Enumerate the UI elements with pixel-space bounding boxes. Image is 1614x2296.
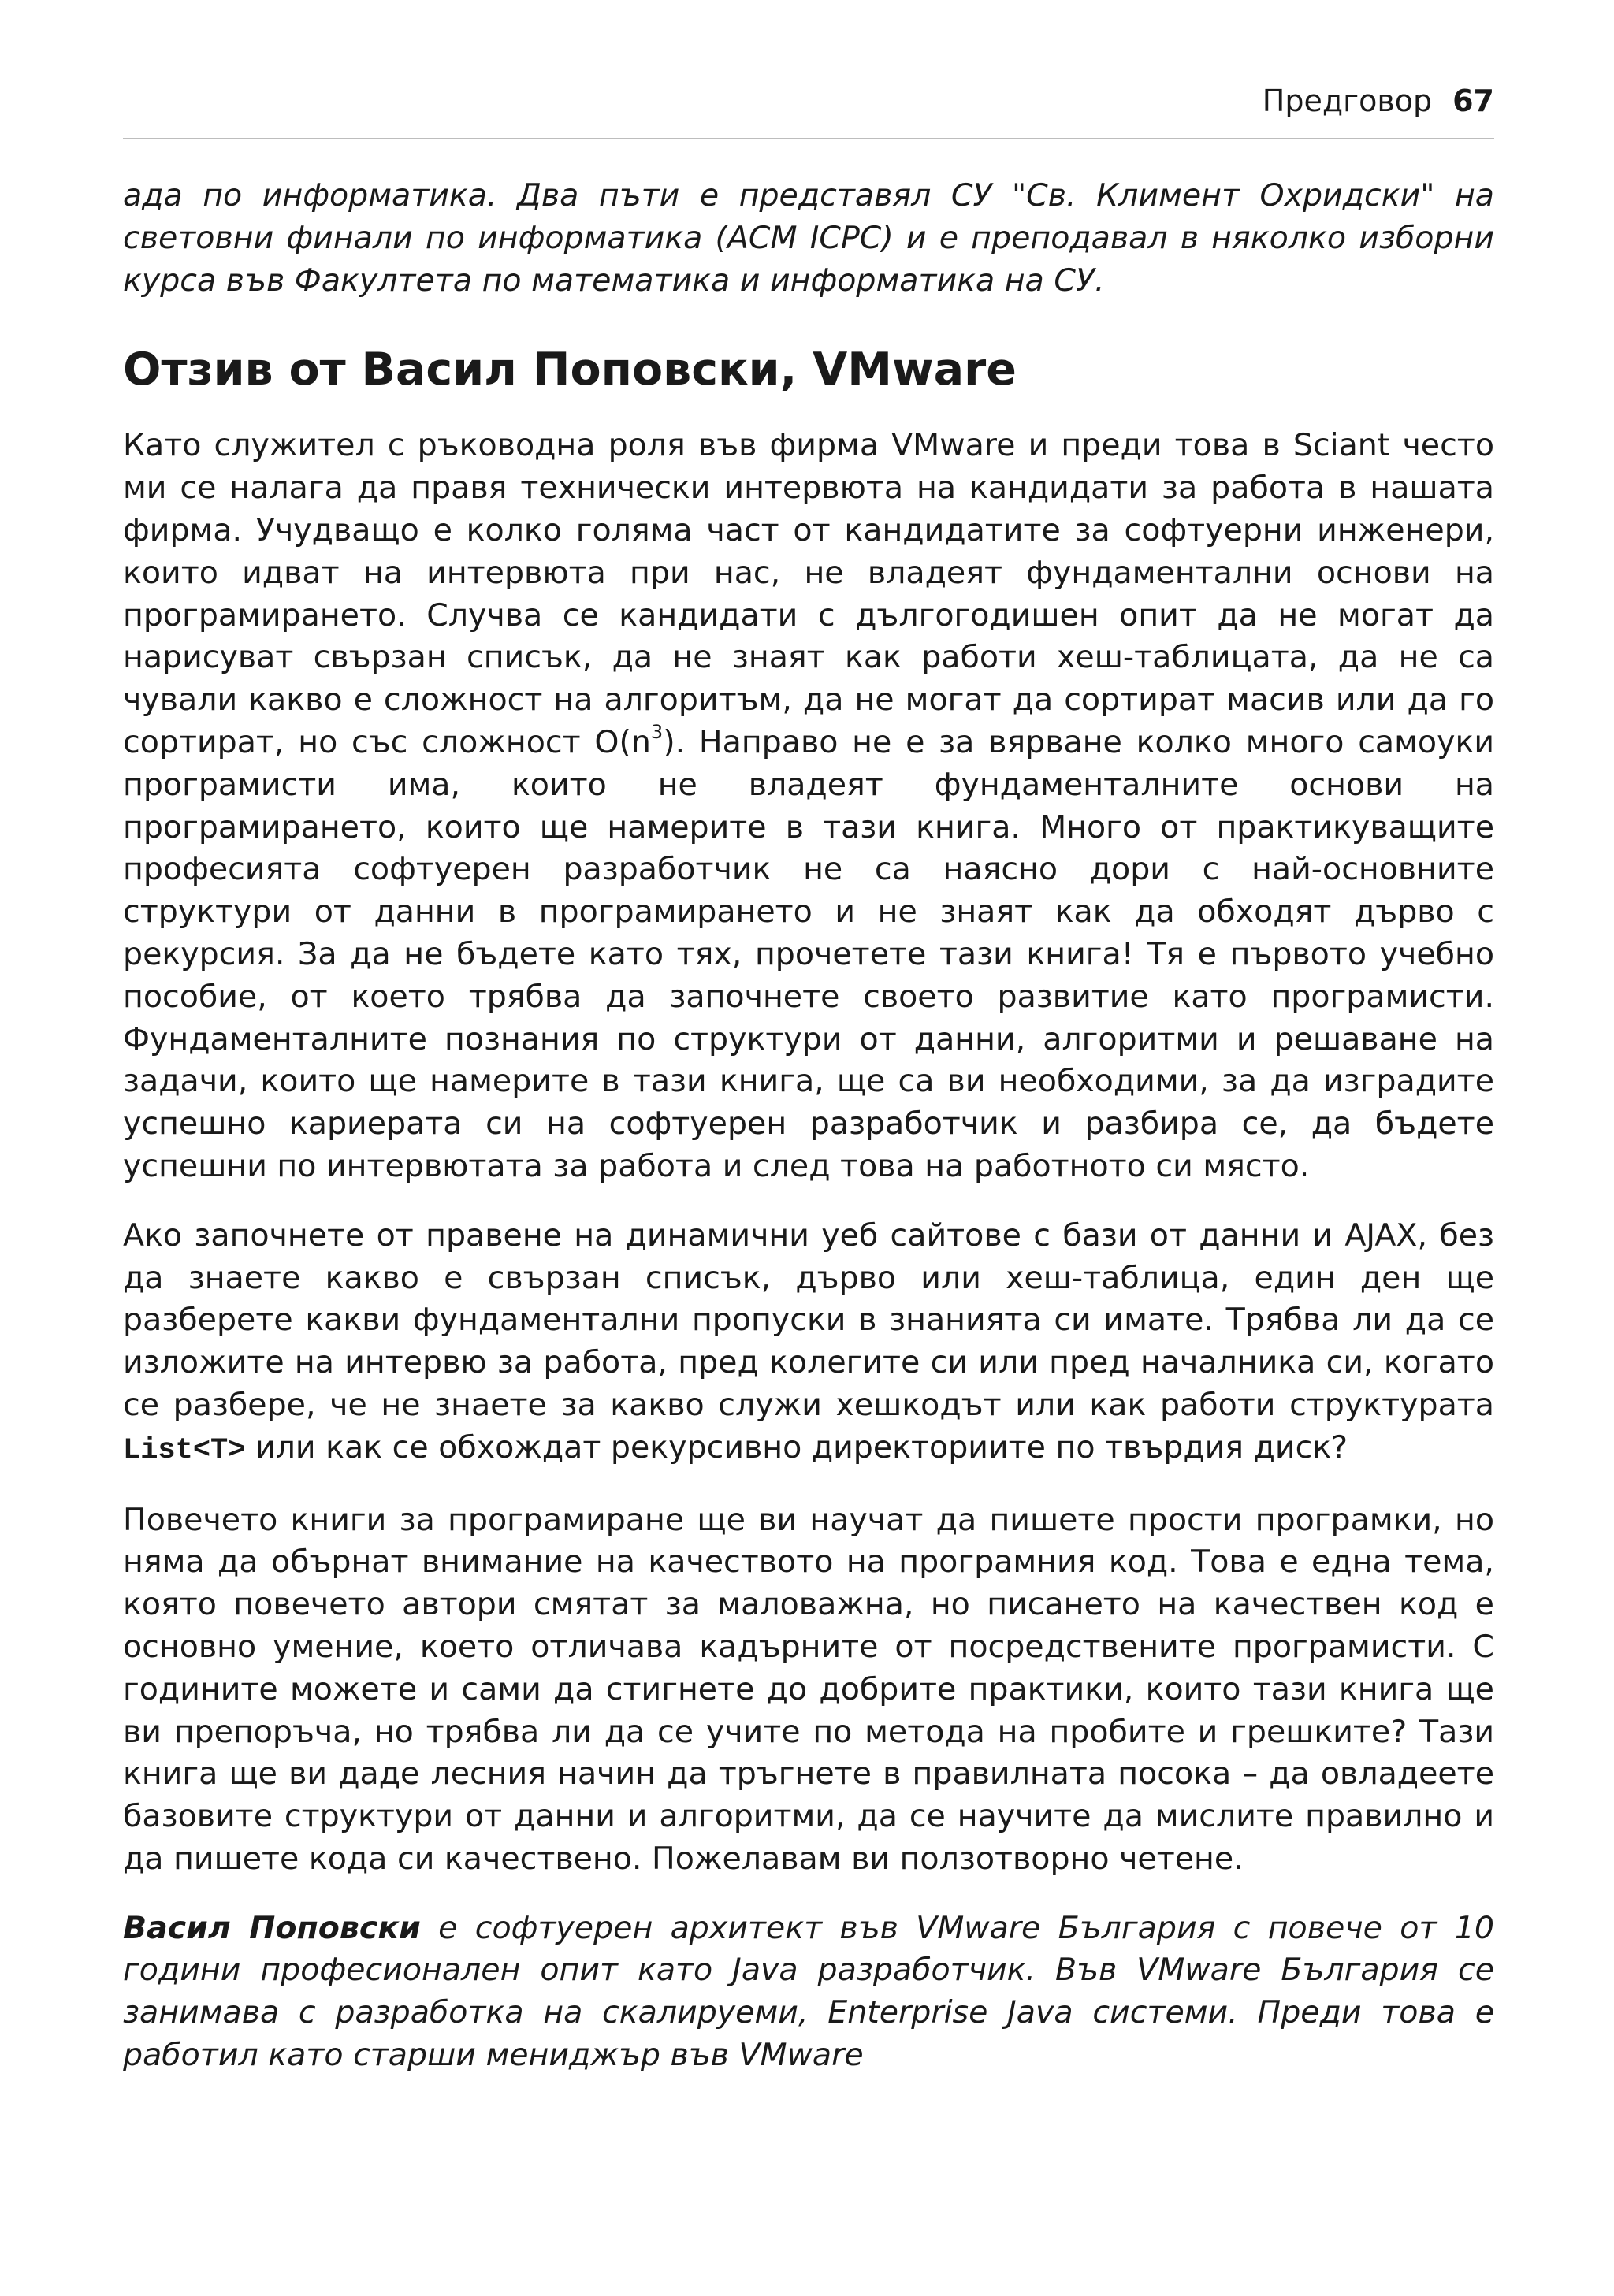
intro-paragraph: ада по информатика. Два пъти е представял СУ "Св. Климент Охридски" на световни финали по информатика (ACM ICPC) и е преподавал в няколко изборни курса във Факултета по математика и информатика на СУ. [123, 177, 1494, 299]
paragraph-2 [123, 1215, 1494, 1473]
paragraph-3: Повечето книги за програмиране ще ви научат да пишете прости програмки, но няма да обърнат внимание на качеството на програмния код. Това е една тема, която повечето автори смятат за маловажна, но писането на качествен код е основно умение, което отличава кадърните от посредствените програмисти. С годините можете и сами да стигнете до добрите практики, които тази книга ще ви препоръча, но трябва ли да се учите по метода на пробите и грешките? Тази книга ще ви даде лесния начин да тръгнете в правилната посока – да овладеете базовите структури от данни и алгоритми, да се научите да мислите правилно и да пишете кода си качествено. Пожелавам ви ползотворно четене. [123, 1501, 1494, 1877]
page-number: 67 [1452, 84, 1494, 118]
author-name: Васил Поповски [123, 1909, 421, 1946]
page [123, 0, 1494, 2296]
paragraph-1 [123, 425, 1494, 1187]
author-bio-text: е софтуерен архитект във VMware България с повече от 10 години професионален опит като Java разработчик. Във VMware България се занимава с разработка на скалируеми, Enterprise Java системи. Преди това е работил като старши мениджър във VMware [123, 1909, 1494, 2074]
body-text [123, 175, 1494, 2077]
paragraph-2-text-b: или как се обхождат рекурсивно директориите по твърдия диск? [245, 1428, 1348, 1466]
paragraph-2-text-a: Ако започнете от правене на динамични уеб сайтове с бази от данни и AJAX, без да знаете какво е свързан списък, дърво или хеш-таблица, един ден ще разберете какви фундаментални пропуски в знанията си имате. Трябва ли да се изложите на интервю за работа, пред колегите си или пред началника си, когато се разбере, че не знаете за какво служи хешкодът или как работи структурата [123, 1217, 1494, 1423]
paragraph-1-text-b: ). Направо не е за вярване колко много самоуки програмисти има, които не владеят фундаменталните основи на програмирането, които ще намерите в тази книга. Много от практикуващите професията софтуерен разработчик не са наясно дори с най-основните структури от данни в програмирането и не знаят как да обходят дърво с рекурсия. За да не бъдете като тях, прочетете тази книга! Тя е първото учебно пособие, от което трябва да започнете своето развитие като програмисти. Фундаменталните познания по структури от данни, алгоритми и решаване на задачи, които ще намерите в тази книга, ще са ви необходими, за да изградите успешно кариерата си на софтуерен разработчик и разбира се, да бъдете успешни по интервютата за работа и след това на работното си място. [123, 723, 1494, 1184]
exponent: 3 [650, 720, 664, 743]
header-title: Предговор [1262, 84, 1433, 118]
running-header [1263, 82, 1494, 120]
section-heading: Отзив от Васил Поповски, VMware [123, 344, 1017, 396]
header-divider [123, 138, 1494, 139]
paragraph-1-text-a: Като служител с ръководна роля във фирма VMware и преди това в Sciant често ми се налага да правя технически интервюта на кандидати за работа в нашата фирма. Учудващо е колко голяма част от кандидатите за софтуерни инженери, които идват на интервюта при нас, не владеят фундаментални основи на програмирането. Случва се кандидати с дългогодишен опит да не могат да нарисуват свързан списък, да не знаят как работи хеш-таблицата, да не са чували какво е сложност на алгоритъм, да не могат да сортират масив или да го сортират, но със сложност O(n [123, 427, 1494, 760]
code-snippet: List<T> [123, 1433, 246, 1467]
author-bio [123, 1908, 1494, 2077]
